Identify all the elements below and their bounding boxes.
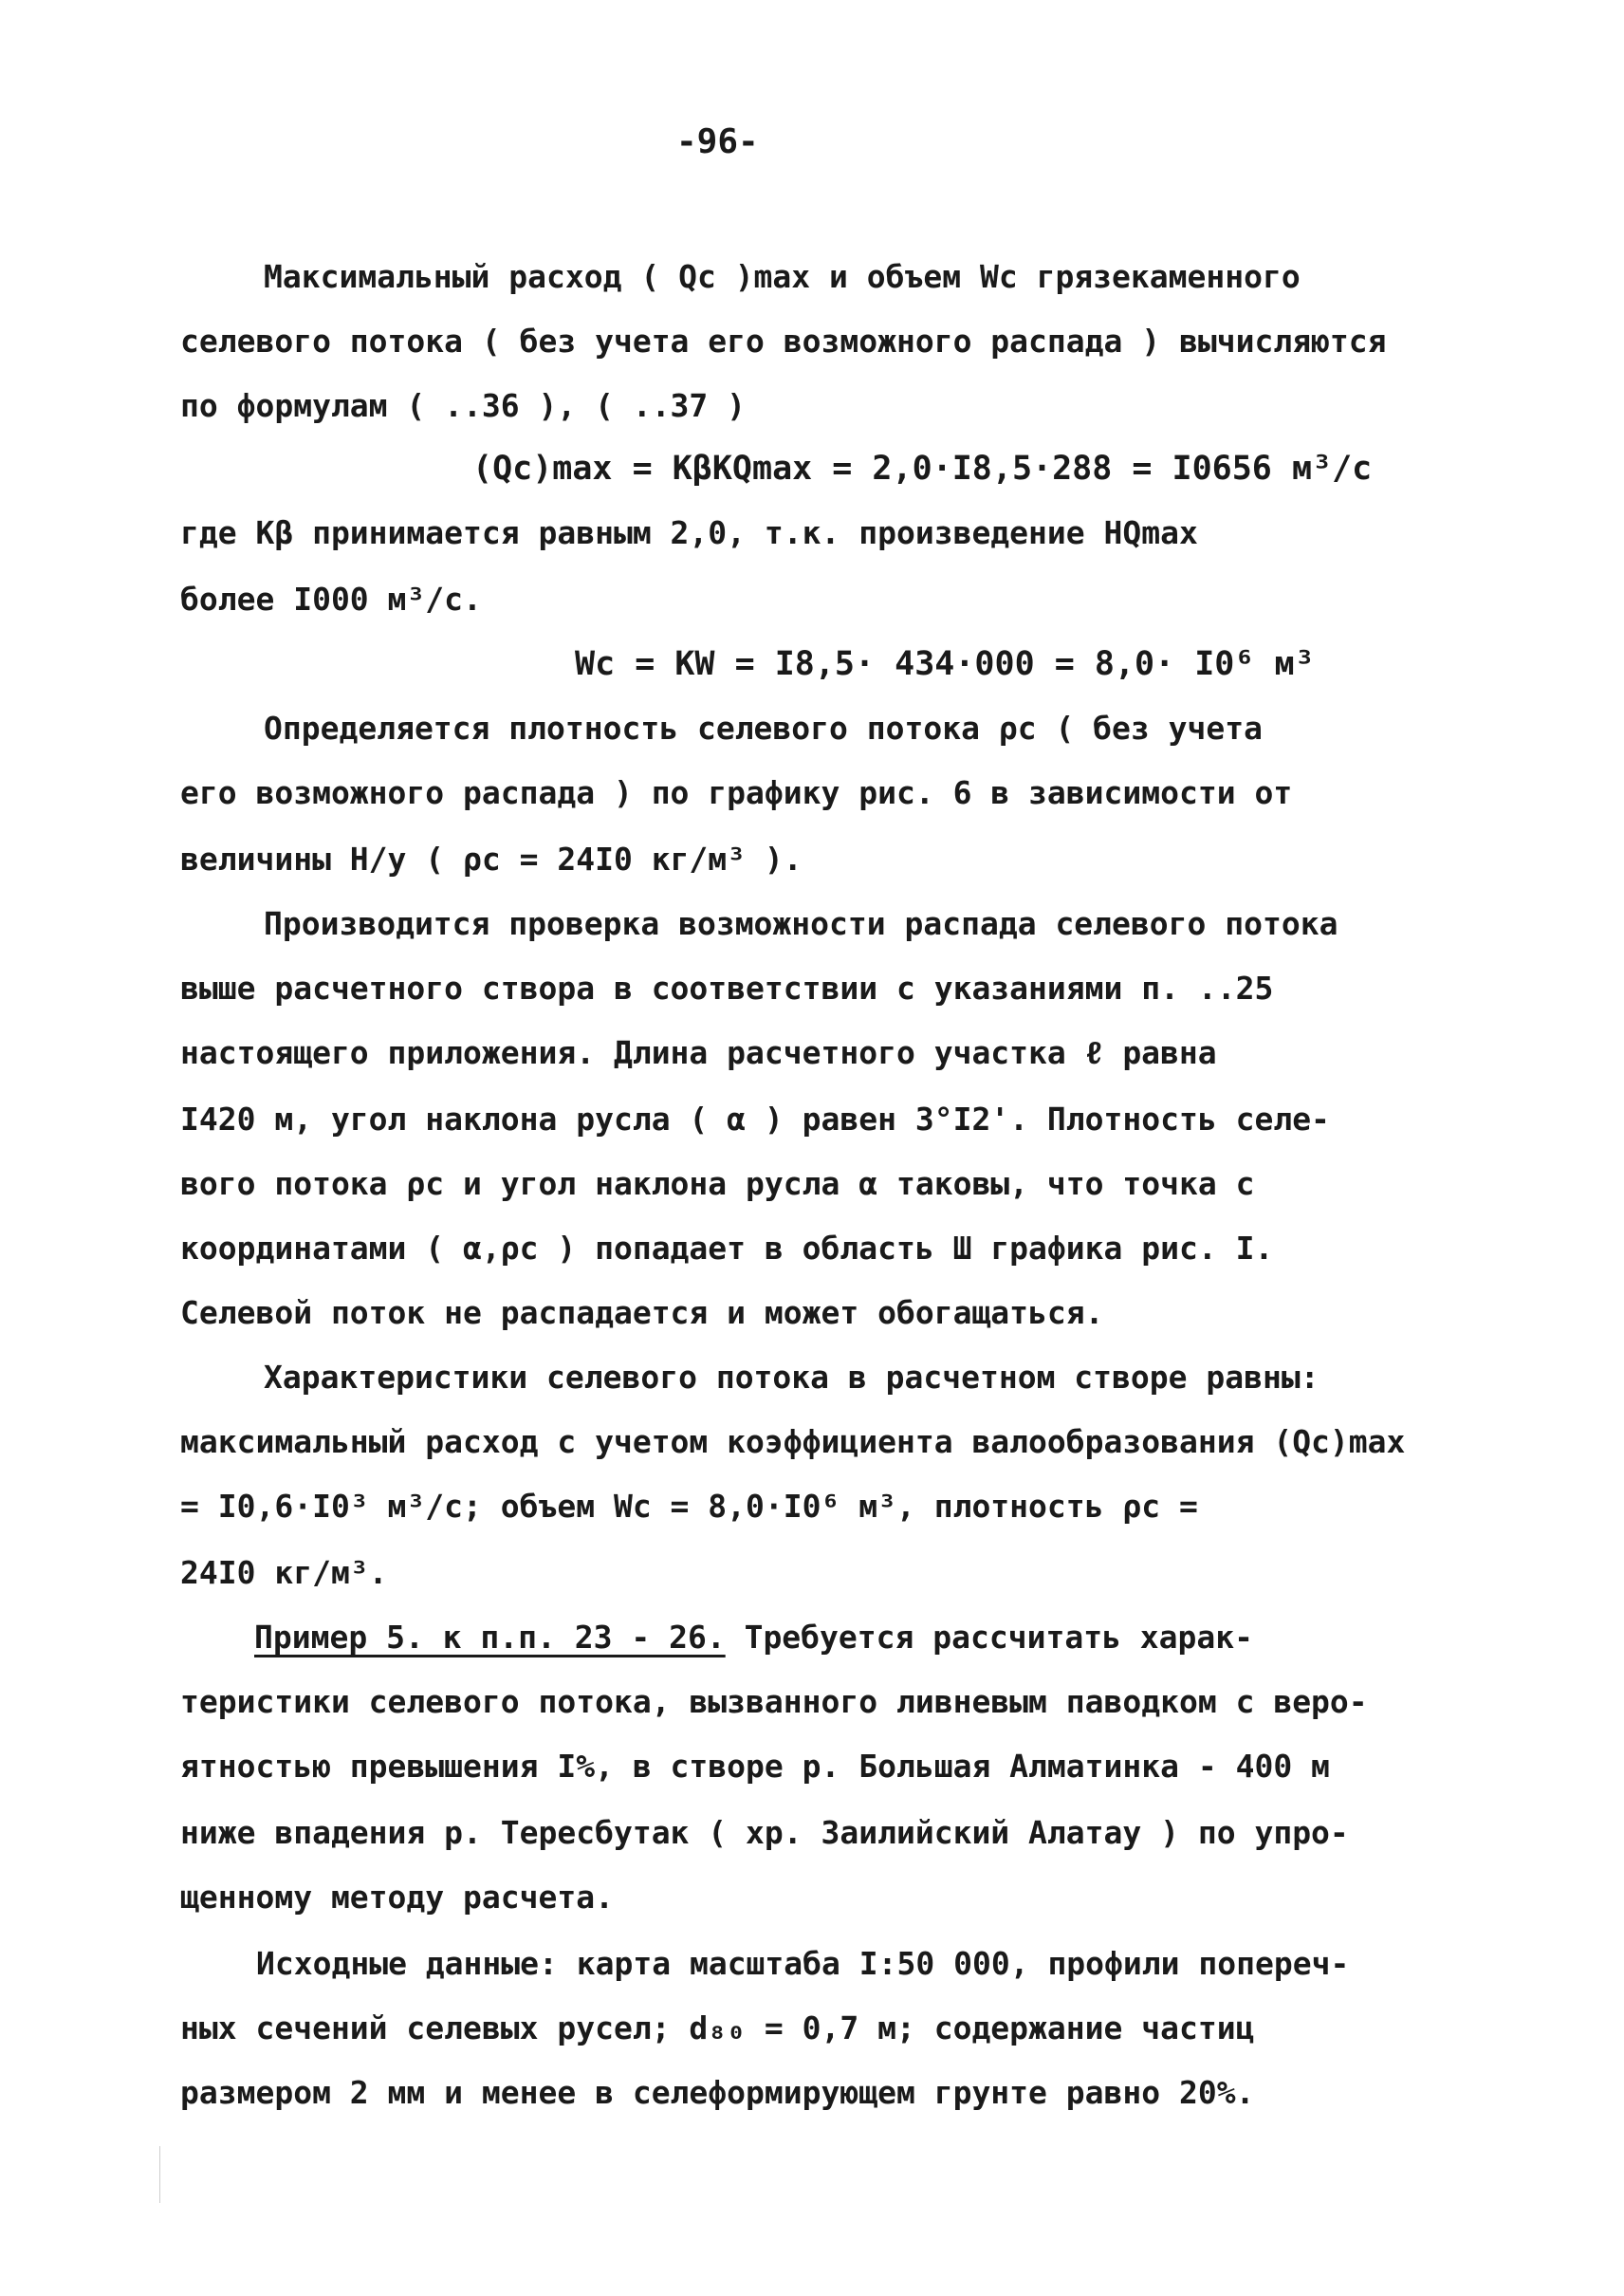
text-line: где Kβ принимается равным 2,0, т.к. произведение HQmax — [180, 514, 1198, 551]
text-line: его возможного распада ) по графику рис. 6 в зависимости от — [180, 774, 1293, 811]
text-line: = I0,6·I0³ м³/с; объем Wс = 8,0·I0⁶ м³, плотность ρс = — [180, 1488, 1198, 1525]
text-line: настоящего приложения. Длина расчетного участка ℓ равна — [180, 1034, 1217, 1071]
text-line: Определяется плотность селевого потока ρс ( без учета — [264, 710, 1263, 747]
text-line: максимальный расход с учетом коэффициента валообразования (Qс)max — [180, 1423, 1406, 1460]
example-label: Пример 5. к п.п. 23 - 26. — [254, 1619, 726, 1656]
example-text: Требуется рассчитать харак- — [725, 1619, 1253, 1656]
text-line: более I000 м³/с. — [180, 581, 482, 618]
text-line: ниже впадения р. Тересбутак ( хр. Заилийский Алатау ) по упро- — [180, 1814, 1349, 1851]
text-line: Производится проверка возможности распада селевого потока — [264, 905, 1338, 942]
text-line: Исходные данные: карта масштаба I:50 000, профили попереч- — [256, 1945, 1350, 1982]
text-line: величины H/y ( ρс = 24I0 кг/м³ ). — [180, 841, 803, 878]
text-line: выше расчетного створа в соответствии с указаниями п. ..25 — [180, 970, 1274, 1007]
formula-discharge: (Qс)max = KβKQmax = 2,0·I8,5·288 = I0656 м³/с — [472, 450, 1373, 488]
text-line: ных сечений селевых русел; d₈₀ = 0,7 м; содержание частиц — [180, 2009, 1255, 2046]
text-line: Характеристики селевого потока в расчетном створе равны: — [264, 1359, 1320, 1396]
text-line: вого потока ρс и угол наклона русла α таковы, что точка с — [180, 1165, 1255, 1202]
scan-margin-line — [159, 2146, 160, 2203]
text-line: Селевой поток не распадается и может обогащаться. — [180, 1294, 1104, 1331]
text-line: ятностью превышения I%, в створе р. Большая Алматинка - 400 м — [180, 1748, 1330, 1785]
text-line: селевого потока ( без учета его возможного распада ) вычисляются — [180, 323, 1387, 360]
text-line: теристики селевого потока, вызванного ливневым паводком с веро- — [180, 1683, 1368, 1720]
text-line: I420 м, угол наклона русла ( α ) равен 3°I2'. Плотность селе- — [180, 1101, 1330, 1138]
text-line: щенному методу расчета. — [180, 1879, 614, 1916]
text-line: координатами ( α,ρс ) попадает в область Ш графика рис. I. — [180, 1230, 1274, 1267]
text-line: размером 2 мм и менее в селеформирующем грунте равно 20%. — [180, 2074, 1255, 2111]
text-line: 24I0 кг/м³. — [180, 1554, 388, 1591]
example-heading — [254, 1619, 1253, 1657]
text-line: по формулам ( ..36 ), ( ..37 ) — [180, 387, 747, 424]
page-number: -96- — [676, 122, 759, 161]
text-line: Максимальный расход ( Qс )max и объем Wс грязекаменного — [264, 258, 1301, 295]
formula-volume: Wс = KW = I8,5· 434·000 = 8,0· I0⁶ м³ — [575, 645, 1315, 683]
